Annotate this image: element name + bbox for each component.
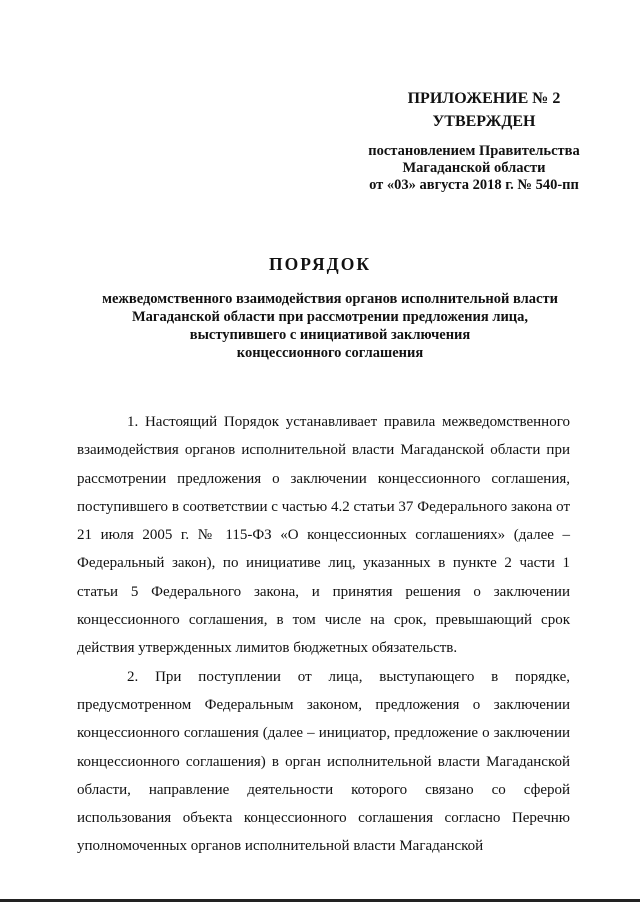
- document-subtitle: [60, 290, 600, 362]
- appendix-heading: ПРИЛОЖЕНИЕ № 2: [407, 90, 561, 107]
- page-bottom-edge: [0, 899, 640, 902]
- paragraph-1: 1. Настоящий Порядок устанавливает правила межведомственного взаимодействия органов исполнительной власти Магаданской области при рассмотрении предложения о заключении концессионного соглашения, поступившего в соответствии с частью 4.2 статьи 37 Федерального закона от 21 июля 2005 г. № 115-ФЗ «О концессионных соглашениях» (далее – Федеральный закон), по инициативе лиц, указанных в пункте 2 части 1 статьи 5 Федерального закона, и принятия решения о заключении концессионного соглашения, в том числе на срок, превышающий срок действия утвержденных лимитов бюджетных обязательств.: [77, 414, 570, 657]
- subtitle-line: выступившего с инициативой заключения: [189, 327, 471, 343]
- paragraph-2: 2. При поступлении от лица, выступающего в порядке, предусмотренном Федеральным законом, предложения о заключении концессионного соглашения (далее – инициатор, предложение о заключении концессионного соглашения) в орган исполнительной власти Магаданской области, направление деятельности которого связано со сферой использования объекта концессионного соглашения согласно Перечню уполномоченных органов исполнительной власти Магаданской: [77, 668, 570, 855]
- document-title: ПОРЯДОК: [268, 254, 372, 274]
- subtitle-line: межведомственного взаимодействия органов исполнительной власти: [102, 291, 558, 307]
- subtitle-line: концессионного соглашения: [236, 345, 424, 361]
- decree-line: Магаданской области: [402, 160, 546, 176]
- decree-line: от «03» августа 2018 г. № 540-пп: [369, 177, 579, 193]
- subtitle-line: Магаданской области при рассмотрении предложения лица,: [131, 309, 529, 325]
- decree-reference: [344, 143, 604, 194]
- decree-line: постановлением Правительства: [368, 143, 580, 159]
- approved-heading: УТВЕРЖДЕН: [432, 113, 536, 130]
- document-body: [77, 408, 570, 861]
- approval-stamp: [344, 88, 604, 194]
